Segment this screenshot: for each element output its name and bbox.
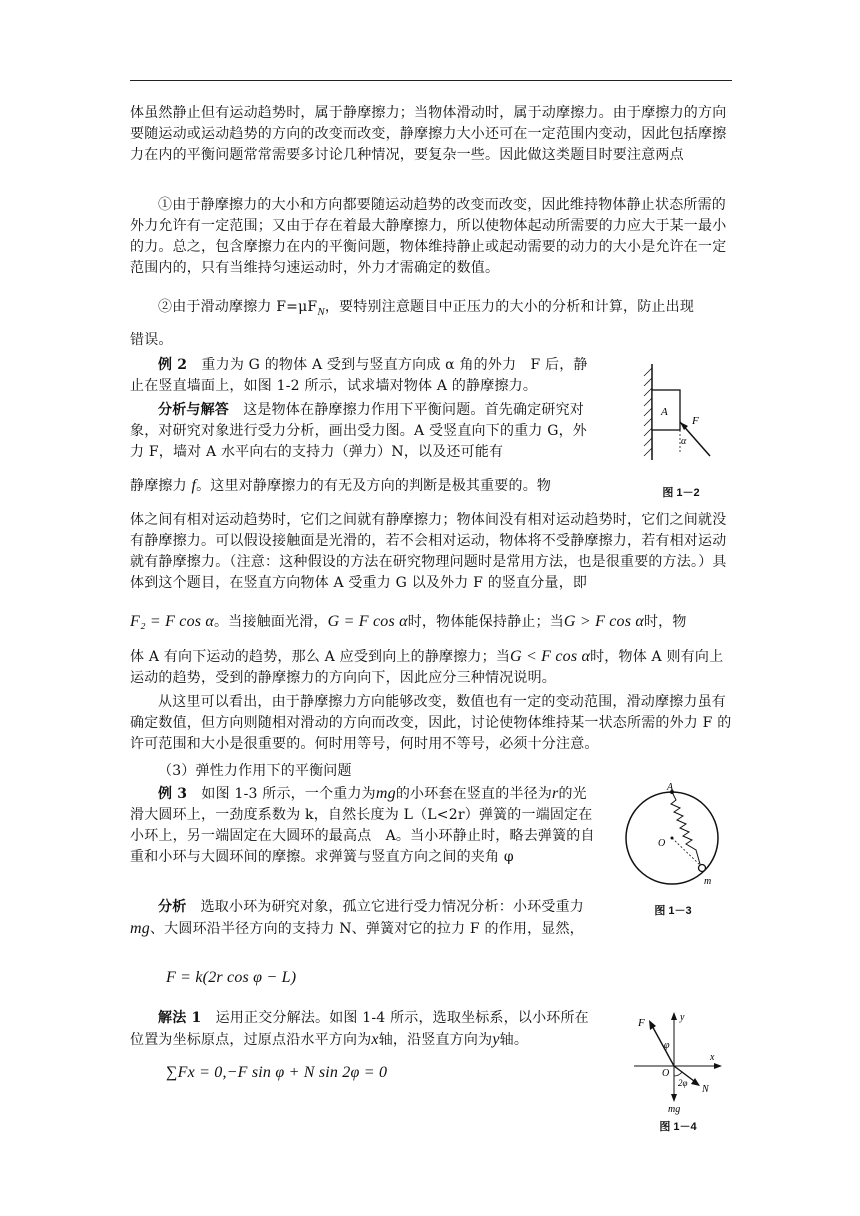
fig14-label-N: N	[702, 1084, 709, 1095]
fig13-label-A: A	[667, 782, 674, 793]
example-3-label: 例 3	[158, 786, 188, 802]
paragraph-equations-1: F₂ = F cos α。当接触面光滑，G = F cos α时，物体能保持静止；当G > F cos α时，物	[130, 613, 687, 630]
fig14-label-F: F	[638, 1017, 645, 1029]
fig12-label-A: A	[661, 406, 668, 418]
fig14-label-phi: φ	[664, 1040, 670, 1051]
equation-spring-force: F = k(2r cos φ − L)	[166, 969, 297, 986]
analysis-3: 分析 选取小环为研究对象，孤立它进行受力情况分析：小环受重力mg、大圆环沿半径方向的支持力 N、弹簧对它的拉力 F 的作用，显然，	[130, 899, 585, 937]
fig13-label-O: O	[658, 838, 666, 849]
fig14-label-2phi: 2φ	[678, 1078, 688, 1088]
fig13-caption: 图 1－3	[654, 905, 692, 917]
header-rule	[130, 80, 732, 81]
solution-1-label: 解法 1	[158, 1010, 202, 1026]
paragraph-point-2: ②由于滑动摩擦力 $F=\mu F_N$，要特别注意题目中正压力的大小的分析和计算，防止出现	[158, 299, 695, 318]
fig14-label-x: x	[710, 1052, 715, 1063]
equation-sum-fx: ∑Fx = 0,−F sin φ + N sin 2φ = 0	[166, 1064, 388, 1081]
paragraph-point-2-end: 错误。	[130, 332, 173, 348]
figure-1-4	[628, 1008, 728, 1134]
paragraph-equations-2: 体 A 有向下运动的趋势，那么 A 应受到向上的静摩擦力；当G < F cos α时，物体 A 则有向上运动的趋势，受到的静摩擦力的方向向下，因此应分三种情况说明。	[130, 648, 724, 686]
section-heading-3: （3）弹性力作用下的平衡问题	[158, 763, 352, 779]
analysis-label: 分析与解答	[158, 402, 229, 418]
fig13-label-m: m	[704, 876, 712, 887]
paragraph-point-1: ①由于静摩擦力的大小和方向都要随运动趋势的改变而改变，因此维持物体静止状态所需的外力允许有一定范围；又由于存在着最大静摩擦力，所以使物体起动所需要的力应大于某一最小的力。总之，包含摩擦力在内的平衡问题，物体维持静止或起动需要的动力的大小是允许在一定范围内的，只有当维持匀速运动时，外力才需确定的数值。	[130, 197, 727, 276]
fig14-label-mg: mg	[668, 1104, 681, 1115]
fig12-caption: 图 1－2	[662, 487, 700, 499]
figure-1-2	[636, 360, 726, 500]
fig12-label-alpha: α	[681, 436, 687, 447]
paragraph-1: 体虽然静止但有运动趋势时，属于静摩擦力；当物体滑动时，属于动摩擦力。由于摩擦力的方向要随运动或运动趋势的方向的改变而改变，静摩擦力大小还可在一定范围内变动，因此包括摩擦力在内的平衡问题常常需要多讨论几种情况，要复杂一些。因此做这类题目时要注意两点	[130, 105, 727, 163]
analysis-2-end: 静摩擦力 f。这里对静摩擦力的有无及方向的判断是极其重要的。物	[130, 477, 552, 494]
example-3: 例 3 如图 1-3 所示，一个重力为mg的小环套在竖直的半径为r的光滑大圆环上，一劲度系数为 k，自然长度为 L（L<2r）弹簧的一端固定在小环上，另一端固定在大圆环的最高点 A。当小环静止时，略去弹簧的自重和小环与大圆环间的摩擦。求弹簧与竖直方向之间的夹角 φ	[130, 785, 595, 865]
fig12-label-F: F	[692, 415, 699, 427]
analysis-3-label: 分析	[158, 899, 187, 915]
fig14-label-O: O	[662, 1068, 670, 1079]
fig14-caption: 图 1－4	[659, 1121, 697, 1133]
example-2-label: 例 2	[158, 357, 188, 373]
analysis-2: 分析与解答 这是物体在静摩擦力作用下平衡问题。首先确定研究对象，对研究对象进行受力分析，画出受力图。A 受竖直向下的重力 G，外力 F，墙对 A 水平向右的支持力（弹力）N，以及还可能有	[130, 402, 587, 460]
paragraph-4: 从这里可以看出，由于静摩擦力方向能够改变，数值也有一定的变动范围，滑动摩擦力虽有确定数值，但方向则随相对滑动的方向而改变，因此，讨论使物体维持某一状态所需的外力 F 的许可范围和大小是很重要的。何时用等号，何时用不等号，必须十分注意。	[130, 694, 732, 752]
paragraph-3: 体之间有相对运动趋势时，它们之间就有静摩擦力；物体间没有相对运动趋势时，它们之间就没有静摩擦力。可以假设接触面是光滑的，若不会相对运动，物体将不受静摩擦力，若有相对运动就有静摩擦力。（注意：这种假设的方法在研究物理问题时是常用方法，也是很重要的方法。）具体到这个题目，在竖直方向物体 A 受重力 G 以及外力 F 的竖直分量，即	[130, 512, 727, 591]
fig14-label-y: y	[680, 1012, 685, 1023]
solution-1: 解法 1 运用正交分解法。如图 1-4 所示，选取坐标系，以小环所在位置为坐标原点，过原点沿水平方向为x轴，沿竖直方向为y轴。	[130, 1010, 589, 1048]
figure-1-3	[618, 782, 728, 918]
example-2: 例 2 重力为 G 的物体 A 受到与竖直方向成 α 角的外力 F 后，静止在竖直墙面上，如图 1-2 所示，试求墙对物体 A 的静摩擦力。	[130, 357, 588, 394]
